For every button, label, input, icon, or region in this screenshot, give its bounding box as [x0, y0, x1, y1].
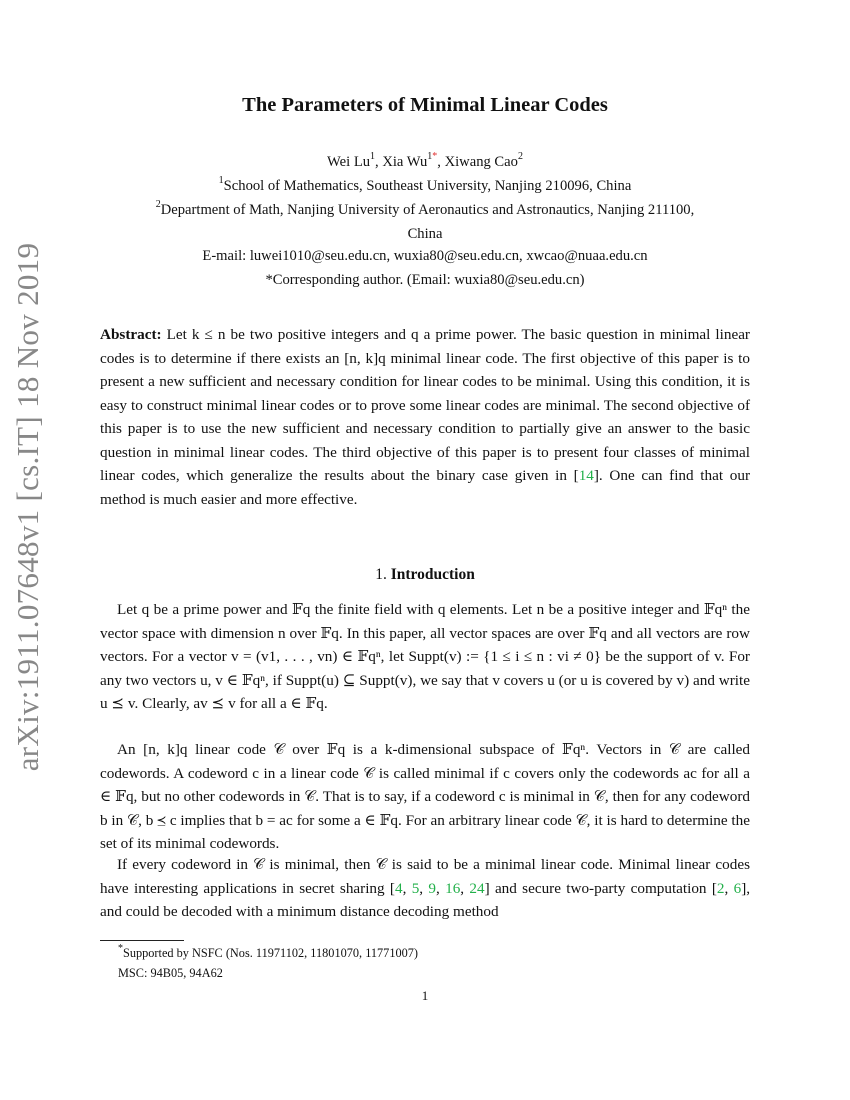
- page-number: 1: [421, 988, 429, 1003]
- abstract: Abstract: Let k ≤ n be two positive integers and q a prime power. The basic question in minimal linear codes is to determine if there exists an [n, k]q minimal linear code. The first objective of this paper is to present a new sufficient and necessary condition for linear codes to be minimal. Using this condition, it is easy to construct minimal linear codes or to prove some linear codes are minimal. The second objective of this paper is to use the new sufficient and necessary condition to partially give an answer to the basic question in minimal linear codes. The third objective of this paper is to present four classes of minimal linear codes, which generalize the results about the binary case given in [14]. One can find that our method is much easier and more effective.: [100, 326, 750, 508]
- author-separator: ,: [375, 154, 383, 170]
- citation-link[interactable]: 24: [469, 879, 485, 897]
- intro-paragraph: Let q be a prime power and 𝔽q the finite field with q elements. Let n be a positive integer and 𝔽qⁿ the vector space with dimension n over 𝔽q. In this paper, all vector spaces are over 𝔽q and all vectors are row vectors. For a vector v = (v1, . . . , vn) ∈ 𝔽qⁿ, let Suppt(v) := {1 ≤ i ≤ n : vi ≠ 0} be the support of v. For any two vectors u, v ∈ 𝔽qⁿ, if Suppt(u) ⊆ Suppt(v), we say that v covers u (or u is covered by v) and write u ⪯ v. Clearly, av ⪯ v for all a ∈ 𝔽q.: [100, 601, 750, 712]
- email-line: E-mail: luwei1010@seu.edu.cn, wuxia80@seu.edu.cn, xwcao@nuaa.edu.cn: [202, 248, 648, 264]
- author-affil-sup: 2: [517, 151, 523, 162]
- arxiv-stamp: [4, 242, 52, 772]
- author-name: Xia Wu: [382, 154, 428, 170]
- affiliation-line: $^2$Department of Math, Nanjing University of Aeronautics and Astronautics, Nanjing 211100,: [155, 199, 695, 218]
- author-name: Wei Lu: [327, 154, 371, 170]
- section-title: Introduction: [390, 566, 475, 583]
- affiliation-line: $^1$School of Mathematics, Southeast University, Nanjing 210096, China: [218, 175, 632, 194]
- section-number: 1.: [375, 566, 387, 583]
- author-affil-sup: 1: [370, 151, 376, 162]
- author-line: [100, 151, 750, 171]
- author-affil-sup: 1*: [427, 151, 438, 162]
- citation-link[interactable]: 9: [428, 879, 436, 897]
- footnote-funding: *Supported by NSFC (Nos. 11971102, 11801070, 11771007): [118, 943, 419, 960]
- abstract-label: Abstract:: [100, 326, 162, 343]
- citation-link[interactable]: 6: [733, 879, 742, 897]
- footnote-divider: [100, 940, 184, 941]
- paper-title: The Parameters of Minimal Linear Codes: [242, 94, 608, 116]
- corresponding-star-link[interactable]: *: [432, 151, 438, 162]
- affiliation-line: China: [407, 226, 443, 242]
- citation-link[interactable]: 2: [716, 879, 725, 897]
- citation-link[interactable]: 16: [445, 879, 461, 897]
- footnote-msc: MSC: 94B05, 94A62: [118, 966, 223, 980]
- arxiv-stamp-text: arXiv:1911.07648v1 [cs.IT] 18 Nov 2019: [10, 242, 45, 772]
- citation-link[interactable]: 4: [394, 879, 403, 897]
- author-name: Xiwang Cao: [444, 154, 518, 170]
- citation-link[interactable]: 5: [411, 879, 420, 897]
- intro-paragraph: An [n, k]q linear code 𝒞 over 𝔽q is a k-dimensional subspace of 𝔽qⁿ. Vectors in 𝒞 are called codewords. A codeword c in a linear code 𝒞 is called minimal if c covers only the codewords ac for all a ∈ 𝔽q, but no other codewords in 𝒞. That is to say, if a codeword c is minimal in 𝒞, then for any codeword b in 𝒞, b ⪯ c implies that b = ac for some a ∈ 𝔽q. For an arbitrary linear code 𝒞, it is hard to determine the set of its minimal codewords.: [100, 741, 750, 852]
- intro-paragraph: If every codeword in 𝒞 is minimal, then 𝒞 is said to be a minimal linear code. Minimal linear codes have interesting applications in secret sharing [4, 5, 9, 16, 24] and secure two-party computation [2, 6], and could be decoded with a minimum distance decoding method: [100, 856, 751, 920]
- citation-link[interactable]: 14: [578, 467, 594, 484]
- corresponding-author-line: *Corresponding author. (Email: wuxia80@seu.edu.cn): [265, 272, 585, 288]
- author-separator: ,: [437, 154, 445, 170]
- section-heading: [0, 566, 850, 584]
